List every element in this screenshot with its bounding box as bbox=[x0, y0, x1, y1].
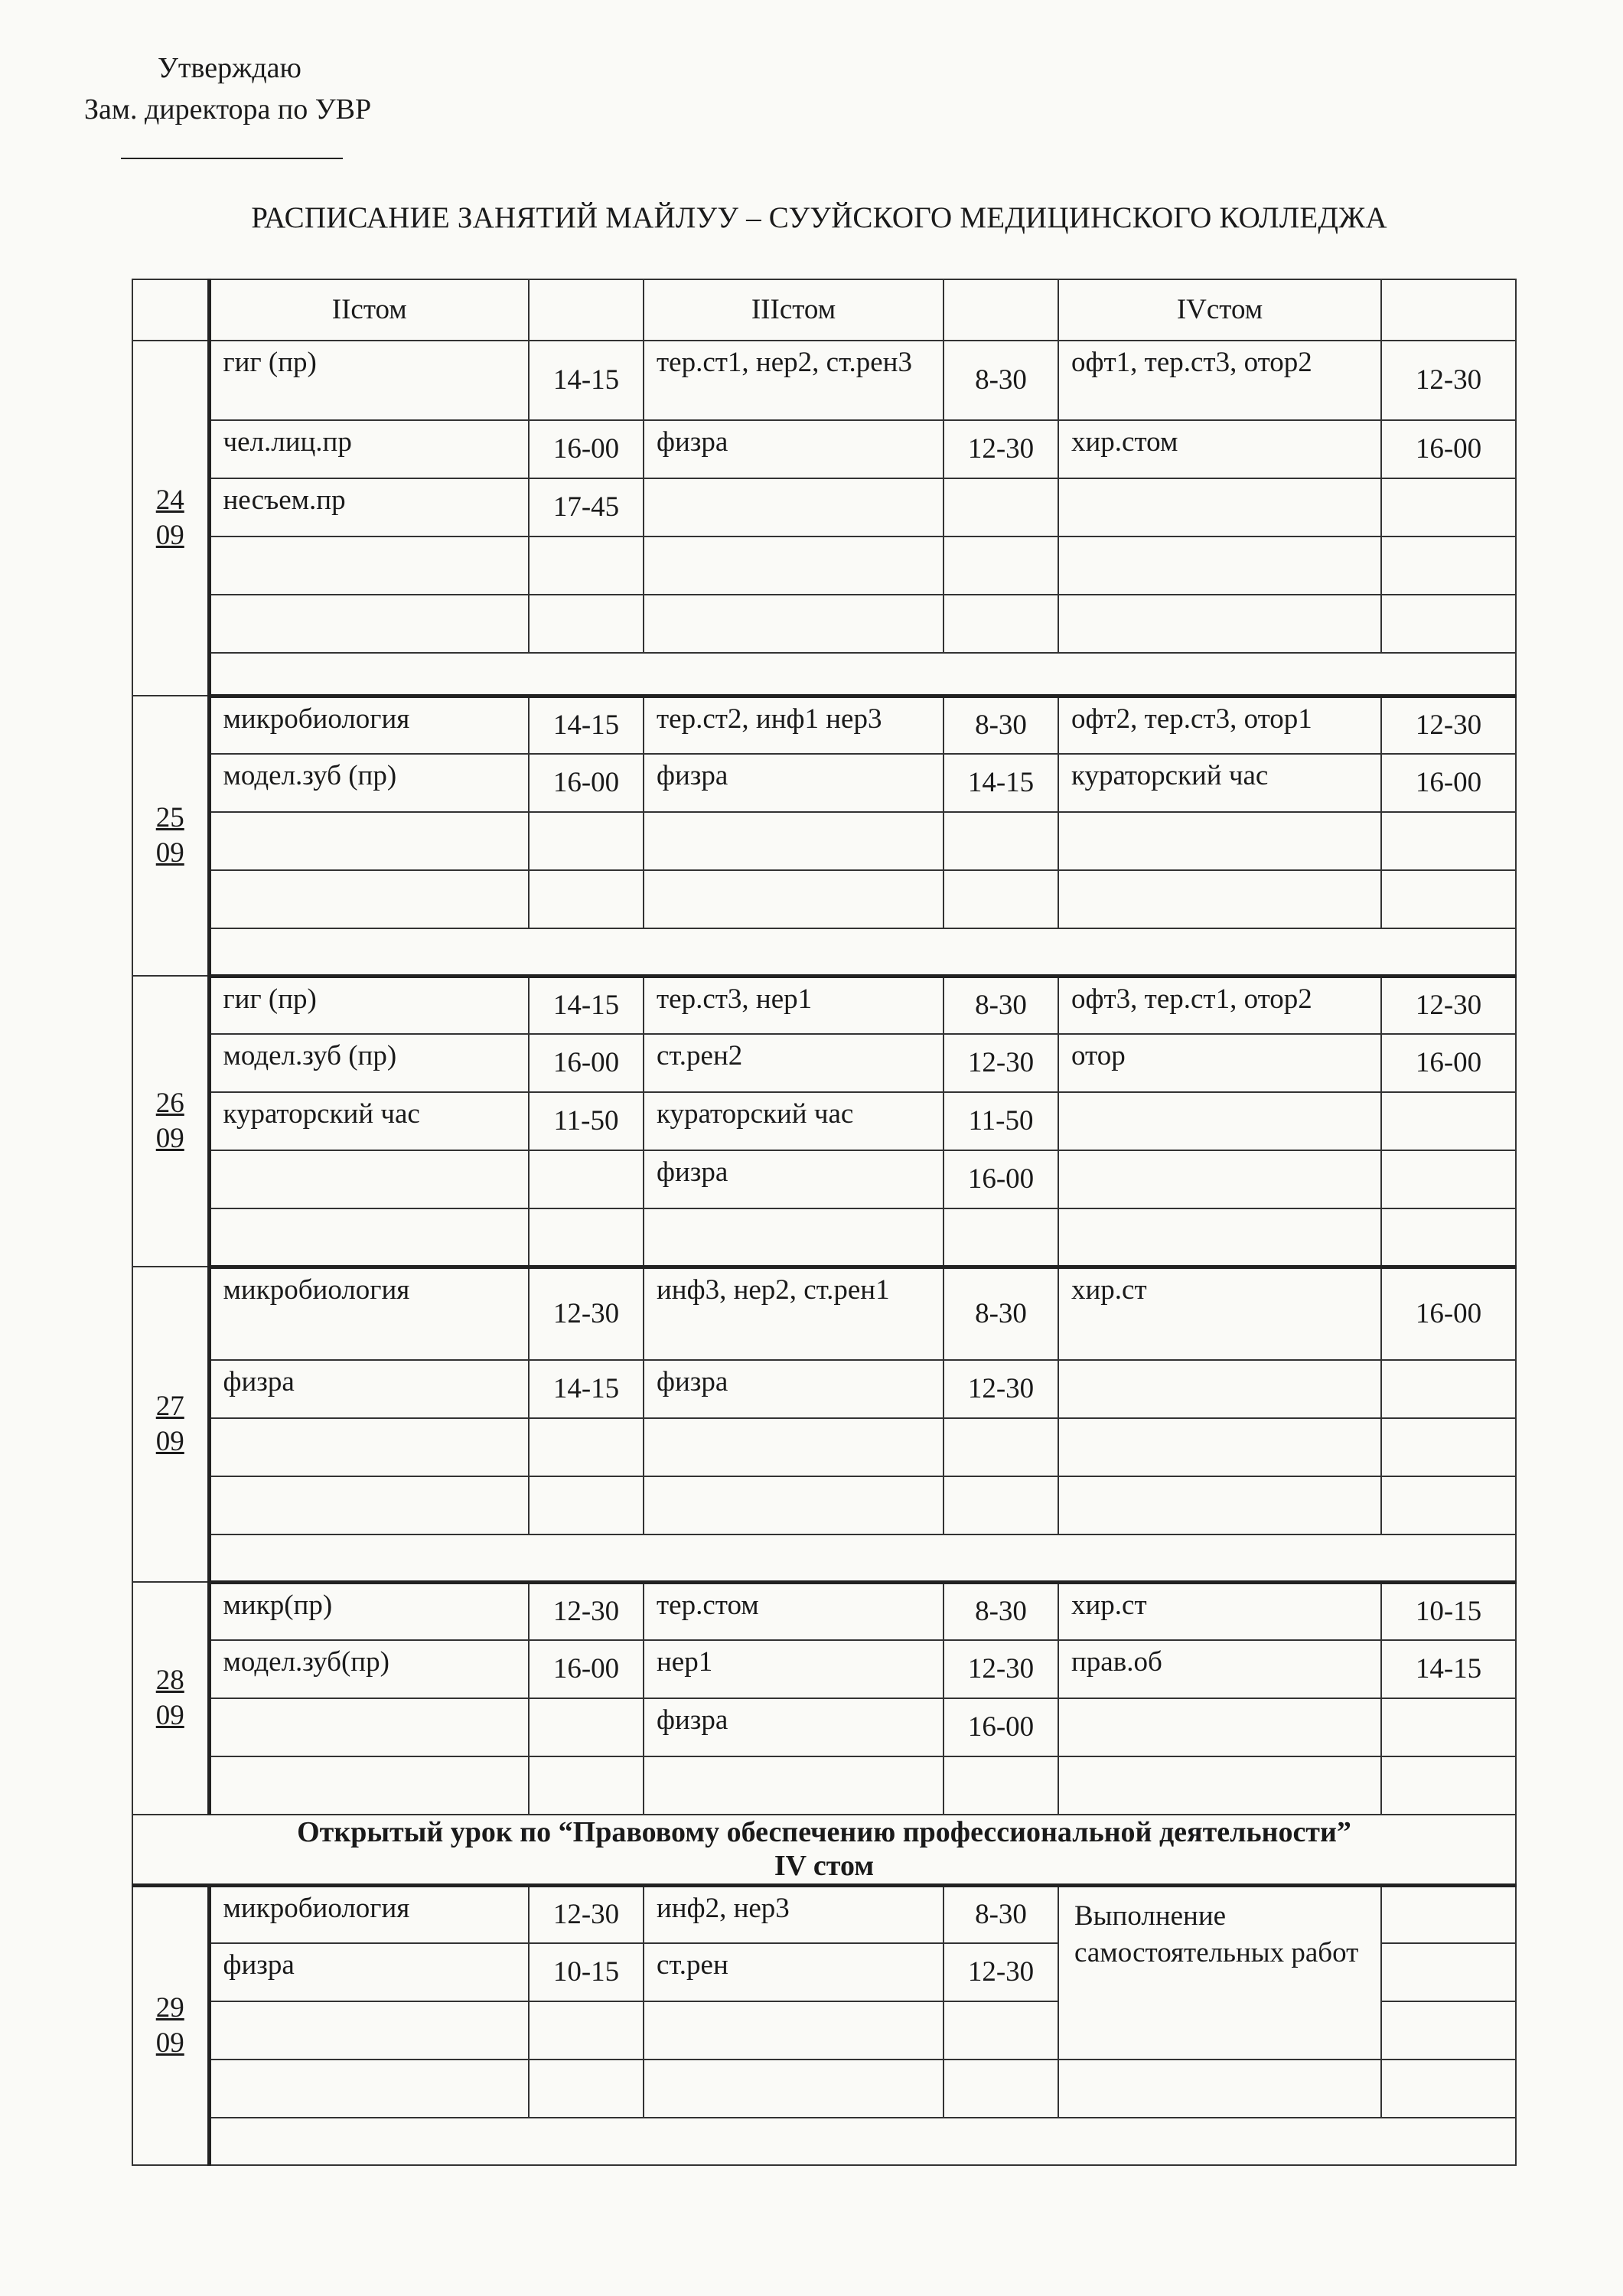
subject-iistom: несъем.пр bbox=[209, 478, 529, 536]
time-iistom: 17-45 bbox=[529, 478, 644, 536]
schedule-row bbox=[132, 1208, 1516, 1267]
time-ivstom bbox=[1381, 1208, 1516, 1267]
time-iiistom bbox=[943, 536, 1058, 595]
time-iiistom bbox=[943, 478, 1058, 536]
open-lesson-note bbox=[132, 1815, 1516, 1885]
time-ivstom bbox=[1381, 1092, 1516, 1150]
schedule-row bbox=[132, 1756, 1516, 1815]
header-time-2 bbox=[529, 279, 644, 341]
time-iiistom bbox=[943, 1476, 1058, 1534]
subject-iiistom bbox=[644, 812, 943, 870]
subject-iistom bbox=[209, 1756, 529, 1815]
subject-ivstom bbox=[1058, 1150, 1381, 1208]
subject-iiistom: физра bbox=[644, 754, 943, 812]
schedule-row bbox=[132, 1034, 1516, 1092]
time-iiistom bbox=[943, 1756, 1058, 1815]
time-ivstom bbox=[1381, 478, 1516, 536]
subject-iiistom: тер.ст2, инф1 нер3 bbox=[644, 696, 943, 754]
spacer-cell bbox=[209, 653, 1516, 696]
schedule-row bbox=[132, 1267, 1516, 1360]
subject-iiistom bbox=[644, 1756, 943, 1815]
subject-iiistom: ст.рен2 bbox=[644, 1034, 943, 1092]
time-ivstom: 16-00 bbox=[1381, 420, 1516, 478]
schedule-row bbox=[132, 1640, 1516, 1698]
time-iiistom: 12-30 bbox=[943, 1640, 1058, 1698]
time-iistom bbox=[529, 1418, 644, 1476]
approval-line-2: Зам. директора по УВР bbox=[84, 93, 372, 126]
time-iistom: 16-00 bbox=[529, 420, 644, 478]
subject-iistom bbox=[209, 1698, 529, 1756]
subject-iistom: гиг (пр) bbox=[209, 341, 529, 420]
spacer-cell bbox=[209, 928, 1516, 976]
subject-iistom: модел.зуб (пр) bbox=[209, 1034, 529, 1092]
subject-iistom: физра bbox=[209, 1943, 529, 2001]
time-iiistom bbox=[943, 870, 1058, 928]
time-ivstom bbox=[1381, 870, 1516, 928]
subject-ivstom: отор bbox=[1058, 1034, 1381, 1092]
subject-iistom: гиг (пр) bbox=[209, 976, 529, 1034]
schedule-row bbox=[132, 1150, 1516, 1208]
schedule-row bbox=[132, 536, 1516, 595]
header-row bbox=[132, 279, 1516, 341]
time-iistom: 16-00 bbox=[529, 754, 644, 812]
subject-iistom bbox=[209, 536, 529, 595]
time-ivstom: 12-30 bbox=[1381, 696, 1516, 754]
spacer-cell bbox=[209, 1534, 1516, 1582]
subject-ivstom bbox=[1058, 595, 1381, 653]
time-iiistom: 8-30 bbox=[943, 341, 1058, 420]
time-iistom: 12-30 bbox=[529, 1267, 644, 1360]
schedule-row bbox=[132, 1582, 1516, 1640]
time-ivstom: 12-30 bbox=[1381, 341, 1516, 420]
subject-iiistom bbox=[644, 1476, 943, 1534]
date-day: 26 bbox=[155, 1088, 184, 1119]
subject-iiistom bbox=[644, 2060, 943, 2118]
time-iistom: 12-30 bbox=[529, 1885, 644, 1943]
time-iiistom bbox=[943, 2060, 1058, 2118]
subject-iistom bbox=[209, 1476, 529, 1534]
time-iistom bbox=[529, 2001, 644, 2060]
subject-ivstom bbox=[1058, 1756, 1381, 1815]
subject-iistom: микр(пр) bbox=[209, 1582, 529, 1640]
subject-ivstom bbox=[1058, 478, 1381, 536]
time-iiistom: 12-30 bbox=[943, 1034, 1058, 1092]
time-iistom bbox=[529, 595, 644, 653]
time-iiistom bbox=[943, 1208, 1058, 1267]
time-ivstom bbox=[1381, 812, 1516, 870]
time-iistom bbox=[529, 1208, 644, 1267]
time-iistom: 14-15 bbox=[529, 1360, 644, 1418]
schedule-row bbox=[132, 870, 1516, 928]
subject-iiistom: тер.стом bbox=[644, 1582, 943, 1640]
time-iistom bbox=[529, 2060, 644, 2118]
time-iistom bbox=[529, 536, 644, 595]
subject-iistom bbox=[209, 2001, 529, 2060]
subject-ivstom bbox=[1058, 1418, 1381, 1476]
date-day: 27 bbox=[155, 1391, 184, 1422]
subject-iiistom: физра bbox=[644, 1698, 943, 1756]
time-ivstom bbox=[1381, 1756, 1516, 1815]
date-day: 29 bbox=[155, 1991, 184, 2024]
header-group-3: IIIстом bbox=[644, 279, 943, 341]
schedule-table bbox=[132, 279, 1517, 2166]
schedule-row bbox=[132, 1885, 1516, 1943]
time-ivstom bbox=[1381, 1943, 1516, 2001]
subject-iistom: чел.лиц.пр bbox=[209, 420, 529, 478]
subject-ivstom bbox=[1058, 1698, 1381, 1756]
time-iistom bbox=[529, 1698, 644, 1756]
time-ivstom bbox=[1381, 1418, 1516, 1476]
date-month: 09 bbox=[155, 1700, 184, 1731]
schedule-row bbox=[132, 595, 1516, 653]
subject-iistom bbox=[209, 1418, 529, 1476]
time-iiistom bbox=[943, 595, 1058, 653]
subject-iiistom bbox=[644, 2001, 943, 2060]
time-iiistom: 11-50 bbox=[943, 1092, 1058, 1150]
date-month: 09 bbox=[155, 837, 184, 869]
subject-ivstom: офт3, тер.ст1, отор2 bbox=[1058, 976, 1381, 1034]
subject-iiistom bbox=[644, 595, 943, 653]
schedule-row bbox=[132, 478, 1516, 536]
subject-iistom bbox=[209, 2060, 529, 2118]
time-iiistom: 8-30 bbox=[943, 976, 1058, 1034]
time-iiistom: 14-15 bbox=[943, 754, 1058, 812]
subject-ivstom bbox=[1058, 1092, 1381, 1150]
time-iiistom: 8-30 bbox=[943, 1267, 1058, 1360]
schedule-row bbox=[132, 1360, 1516, 1418]
time-iiistom: 16-00 bbox=[943, 1698, 1058, 1756]
subject-iistom: микробиология bbox=[209, 696, 529, 754]
date-day: 28 bbox=[155, 1665, 184, 1696]
time-ivstom: 10-15 bbox=[1381, 1582, 1516, 1640]
subject-ivstom bbox=[1058, 536, 1381, 595]
schedule-row bbox=[132, 1092, 1516, 1150]
subject-iiistom bbox=[644, 536, 943, 595]
subject-ivstom bbox=[1058, 870, 1381, 928]
time-iistom: 12-30 bbox=[529, 1582, 644, 1640]
time-iistom bbox=[529, 1756, 644, 1815]
schedule-row bbox=[132, 1698, 1516, 1756]
time-ivstom bbox=[1381, 1885, 1516, 1943]
note-line: IV стом bbox=[774, 1850, 875, 1883]
subject-ivstom: хир.ст bbox=[1058, 1267, 1381, 1360]
time-iistom: 11-50 bbox=[529, 1092, 644, 1150]
spacer-row bbox=[132, 653, 1516, 696]
time-iistom: 14-15 bbox=[529, 341, 644, 420]
date-month: 09 bbox=[155, 1123, 184, 1154]
subject-iiistom: физра bbox=[644, 1360, 943, 1418]
time-ivstom: 12-30 bbox=[1381, 976, 1516, 1034]
time-iiistom: 8-30 bbox=[943, 1582, 1058, 1640]
time-iiistom bbox=[943, 1418, 1058, 1476]
time-ivstom: 16-00 bbox=[1381, 1267, 1516, 1360]
date-cell bbox=[132, 341, 209, 696]
time-ivstom bbox=[1381, 595, 1516, 653]
time-ivstom bbox=[1381, 1150, 1516, 1208]
subject-ivstom bbox=[1058, 1208, 1381, 1267]
subject-ivstom-merged: Выполнение самостоятельных работ bbox=[1058, 1885, 1381, 2060]
approval-line-1: Утверждаю bbox=[158, 52, 301, 84]
time-iistom: 10-15 bbox=[529, 1943, 644, 2001]
time-ivstom bbox=[1381, 536, 1516, 595]
time-iiistom bbox=[943, 812, 1058, 870]
schedule-row bbox=[132, 696, 1516, 754]
subject-iiistom bbox=[644, 1418, 943, 1476]
subject-iiistom: инф2, нер3 bbox=[644, 1885, 943, 1943]
signature-line bbox=[121, 130, 343, 159]
schedule-row bbox=[132, 976, 1516, 1034]
time-iistom: 14-15 bbox=[529, 696, 644, 754]
subject-iiistom bbox=[644, 478, 943, 536]
subject-ivstom bbox=[1058, 2060, 1381, 2118]
page-title: РАСПИСАНИЕ ЗАНЯТИЙ МАЙЛУУ – СУУЙСКОГО МЕДИЦИНСКОГО КОЛЛЕДЖА bbox=[251, 201, 1387, 234]
subject-ivstom bbox=[1058, 1360, 1381, 1418]
schedule-row bbox=[132, 754, 1516, 812]
subject-ivstom: офт2, тер.ст3, отор1 bbox=[1058, 696, 1381, 754]
subject-iistom: модел.зуб(пр) bbox=[209, 1640, 529, 1698]
header-date-cell bbox=[132, 279, 209, 341]
note-line: Открытый урок по “Правовому обеспечению профессиональной деятельности” bbox=[297, 1816, 1351, 1849]
subject-iiistom bbox=[644, 870, 943, 928]
date-month: 09 bbox=[155, 2027, 184, 2059]
schedule-row bbox=[132, 2060, 1516, 2118]
time-ivstom: 14-15 bbox=[1381, 1640, 1516, 1698]
subject-iiistom: ст.рен bbox=[644, 1943, 943, 2001]
subject-iistom: микробиология bbox=[209, 1885, 529, 1943]
subject-iistom: модел.зуб (пр) bbox=[209, 754, 529, 812]
subject-ivstom: прав.об bbox=[1058, 1640, 1381, 1698]
subject-ivstom bbox=[1058, 1476, 1381, 1534]
subject-iistom bbox=[209, 595, 529, 653]
date-cell bbox=[132, 1582, 209, 1815]
time-iistom bbox=[529, 870, 644, 928]
subject-iistom bbox=[209, 1150, 529, 1208]
time-iiistom: 12-30 bbox=[943, 1360, 1058, 1418]
time-ivstom bbox=[1381, 2001, 1516, 2060]
subject-ivstom: хир.стом bbox=[1058, 420, 1381, 478]
spacer-row bbox=[132, 2118, 1516, 2165]
subject-iistom bbox=[209, 1208, 529, 1267]
header-group-4: IVстом bbox=[1058, 279, 1381, 341]
schedule-row bbox=[132, 1418, 1516, 1476]
subject-ivstom: хир.ст bbox=[1058, 1582, 1381, 1640]
date-month: 09 bbox=[155, 1426, 184, 1457]
schedule-row bbox=[132, 341, 1516, 420]
time-iistom: 16-00 bbox=[529, 1640, 644, 1698]
time-iiistom: 12-30 bbox=[943, 420, 1058, 478]
subject-iiistom: кураторский час bbox=[644, 1092, 943, 1150]
approval-block bbox=[84, 47, 371, 159]
header-group-2: IIстом bbox=[209, 279, 529, 341]
time-iistom bbox=[529, 1476, 644, 1534]
date-cell bbox=[132, 696, 209, 976]
subject-iistom bbox=[209, 812, 529, 870]
subject-iiistom: инф3, нер2, ст.рен1 bbox=[644, 1267, 943, 1360]
subject-ivstom: кураторский час bbox=[1058, 754, 1381, 812]
spacer-cell bbox=[209, 2118, 1516, 2165]
date-day: 24 bbox=[155, 484, 184, 516]
subject-iistom: физра bbox=[209, 1360, 529, 1418]
time-iiistom: 12-30 bbox=[943, 1943, 1058, 2001]
time-ivstom: 16-00 bbox=[1381, 1034, 1516, 1092]
note-row bbox=[132, 1815, 1516, 1885]
time-iistom bbox=[529, 1150, 644, 1208]
time-ivstom: 16-00 bbox=[1381, 754, 1516, 812]
time-iiistom bbox=[943, 2001, 1058, 2060]
subject-ivstom: офт1, тер.ст3, отор2 bbox=[1058, 341, 1381, 420]
time-iistom bbox=[529, 812, 644, 870]
date-day: 25 bbox=[155, 802, 184, 833]
time-iiistom: 8-30 bbox=[943, 1885, 1058, 1943]
schedule-row bbox=[132, 812, 1516, 870]
subject-iiistom bbox=[644, 1208, 943, 1267]
subject-iiistom: нер1 bbox=[644, 1640, 943, 1698]
date-cell bbox=[132, 976, 209, 1267]
spacer-row bbox=[132, 1534, 1516, 1582]
subject-iiistom: физра bbox=[644, 420, 943, 478]
date-cell bbox=[132, 1885, 209, 2165]
time-ivstom bbox=[1381, 1476, 1516, 1534]
subject-ivstom bbox=[1058, 812, 1381, 870]
header-time-3 bbox=[943, 279, 1058, 341]
schedule-row bbox=[132, 420, 1516, 478]
date-month: 09 bbox=[155, 520, 184, 551]
spacer-row bbox=[132, 928, 1516, 976]
subject-iiistom: тер.ст1, нер2, ст.рен3 bbox=[644, 341, 943, 420]
time-iiistom: 16-00 bbox=[943, 1150, 1058, 1208]
schedule-row bbox=[132, 1476, 1516, 1534]
time-iiistom: 8-30 bbox=[943, 696, 1058, 754]
time-ivstom bbox=[1381, 2060, 1516, 2118]
subject-iistom: кураторский час bbox=[209, 1092, 529, 1150]
date-cell bbox=[132, 1267, 209, 1582]
subject-iistom bbox=[209, 870, 529, 928]
subject-iiistom: тер.ст3, нер1 bbox=[644, 976, 943, 1034]
time-iistom: 16-00 bbox=[529, 1034, 644, 1092]
subject-iiistom: физра bbox=[644, 1150, 943, 1208]
subject-iistom: микробиология bbox=[209, 1267, 529, 1360]
time-ivstom bbox=[1381, 1360, 1516, 1418]
time-ivstom bbox=[1381, 1698, 1516, 1756]
time-iistom: 14-15 bbox=[529, 976, 644, 1034]
header-time-4 bbox=[1381, 279, 1516, 341]
